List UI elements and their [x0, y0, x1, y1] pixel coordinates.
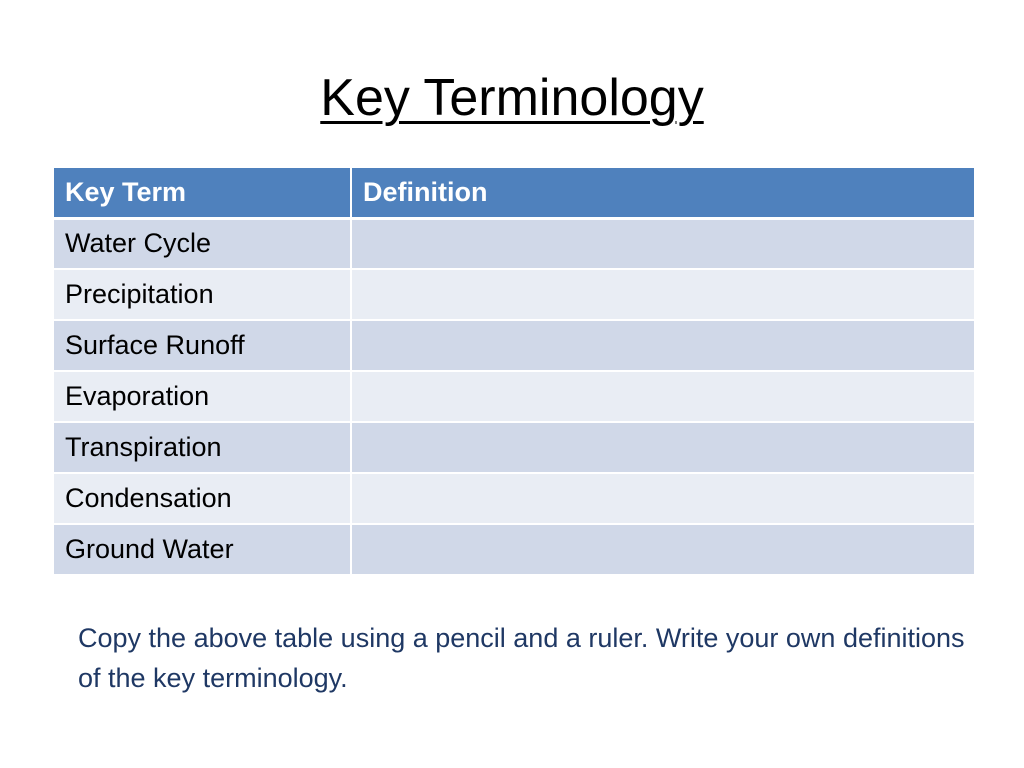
- definition-cell: [351, 371, 975, 422]
- table-row: [53, 218, 975, 269]
- key-term-cell: Ground Water: [53, 524, 351, 575]
- key-term-cell: Surface Runoff: [53, 320, 351, 371]
- key-term-cell: Precipitation: [53, 269, 351, 320]
- key-term-cell: Water Cycle: [53, 218, 351, 269]
- key-term-cell: Evaporation: [53, 371, 351, 422]
- title-text: Key Terminology: [320, 69, 704, 127]
- table-header-row: [53, 167, 975, 218]
- key-term-cell: Condensation: [53, 473, 351, 524]
- table-row: [53, 371, 975, 422]
- definition-cell: [351, 218, 975, 269]
- table-row: [53, 320, 975, 371]
- column-header-key-term: Key Term: [53, 167, 351, 218]
- table-row: [53, 269, 975, 320]
- definition-cell: [351, 320, 975, 371]
- table-row: [53, 473, 975, 524]
- page-title: [0, 62, 1024, 134]
- column-header-definition: Definition: [351, 167, 975, 218]
- instruction-text: Copy the above table using a pencil and a ruler. Write your own definitions of the key terminology.: [78, 623, 965, 693]
- definition-cell: [351, 269, 975, 320]
- terminology-table: [52, 166, 976, 576]
- table-row: [53, 524, 975, 575]
- table-row: [53, 422, 975, 473]
- definition-cell: [351, 473, 975, 524]
- definition-cell: [351, 524, 975, 575]
- key-term-cell: Transpiration: [53, 422, 351, 473]
- definition-cell: [351, 422, 975, 473]
